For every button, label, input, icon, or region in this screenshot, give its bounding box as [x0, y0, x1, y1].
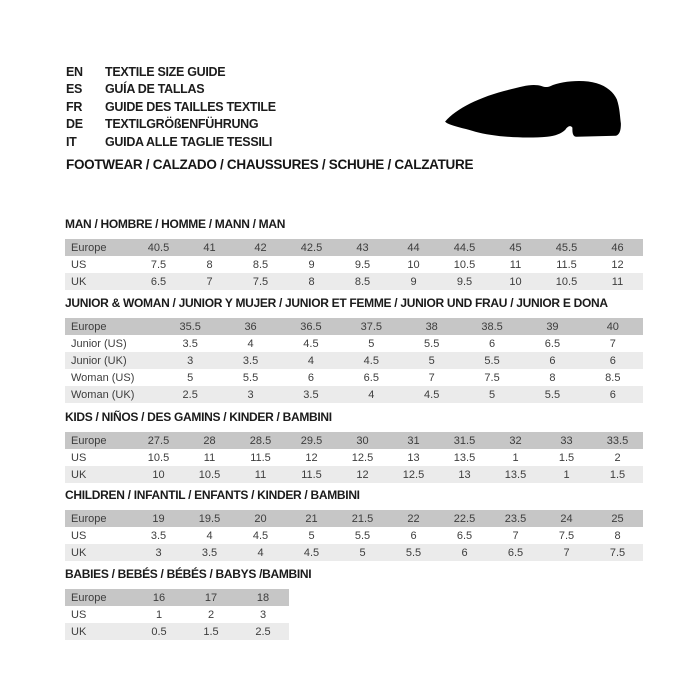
size-row-europe	[65, 589, 289, 606]
size-cell: 1	[541, 466, 592, 483]
size-cell: 7	[184, 273, 235, 290]
size-cell: 10	[490, 273, 541, 290]
size-cell: 17	[185, 589, 237, 606]
language-code: IT	[66, 134, 77, 149]
size-cell: 41	[184, 239, 235, 256]
row-label: Europe	[65, 318, 160, 335]
size-cell: 25	[592, 510, 643, 527]
size-cell: 5	[187, 371, 194, 384]
size-cell: 13	[407, 451, 420, 464]
section-title: CHILDREN / INFANTIL / ENFANTS / KINDER / BAMBINI	[65, 488, 360, 502]
size-cell: 7	[512, 529, 519, 542]
language-code: FR	[66, 99, 83, 114]
size-cell: 6.5	[490, 544, 541, 561]
language-code: ES	[66, 82, 83, 97]
size-cell: 7	[541, 544, 592, 561]
size-row	[65, 623, 289, 640]
size-cell: 6	[583, 352, 643, 369]
size-row	[65, 386, 643, 403]
language-label: GUÍA DE TALLAS	[105, 82, 205, 97]
size-cell: 9	[308, 258, 315, 271]
section-title: MAN / HOMBRE / HOMME / MANN / MAN	[65, 217, 286, 231]
row-label: US	[71, 451, 87, 464]
size-cell: 42.5	[286, 239, 337, 256]
language-list	[66, 63, 276, 151]
row-label: US	[71, 258, 87, 271]
size-cell: 11.5	[556, 258, 577, 271]
size-cell: 31.5	[439, 432, 490, 449]
size-row	[65, 544, 643, 561]
size-cell: 45.5	[541, 239, 592, 256]
size-cell: 20	[235, 510, 286, 527]
size-cell: 21.5	[337, 510, 388, 527]
size-row	[65, 335, 643, 352]
size-section-children	[65, 488, 643, 561]
size-cell: 22	[388, 510, 439, 527]
size-table	[65, 510, 643, 561]
size-cell: 4.5	[286, 544, 337, 561]
size-cell: 12.5	[351, 451, 374, 464]
size-cell: 33.5	[592, 432, 643, 449]
row-label: Junior (US)	[71, 337, 127, 350]
language-code: DE	[66, 117, 83, 132]
row-label: Junior (UK)	[65, 352, 160, 369]
size-cell: 4	[247, 337, 254, 350]
size-cell: 40	[583, 318, 643, 335]
size-cell: 7.5	[558, 529, 575, 542]
size-cell: 3.5	[184, 544, 235, 561]
category-line: FOOTWEAR / CALZADO / CHAUSSURES / SCHUHE / CALZATURE	[66, 157, 474, 172]
size-cell: 1	[512, 451, 519, 464]
size-table	[65, 239, 643, 290]
language-row	[66, 98, 276, 116]
size-cell: 2	[614, 451, 621, 464]
size-cell: 44.5	[439, 239, 490, 256]
size-cell: 5.5	[424, 337, 440, 350]
size-cell: 6.5	[363, 371, 379, 384]
size-cell: 18	[237, 589, 289, 606]
size-cell: 4.5	[341, 352, 401, 369]
size-cell: 4.5	[303, 337, 319, 350]
size-cell: 40.5	[133, 239, 184, 256]
size-cell: 4	[206, 529, 213, 542]
size-cell: 1.5	[185, 623, 237, 640]
section-title: KIDS / NIÑOS / DES GAMINS / KINDER / BAMBINI	[65, 410, 332, 424]
size-cell: 39	[522, 318, 582, 335]
size-cell: 2	[207, 608, 215, 621]
size-cell: 30	[337, 432, 388, 449]
row-label: Woman (US)	[71, 371, 135, 384]
size-cell: 27.5	[133, 432, 184, 449]
size-cell: 33	[541, 432, 592, 449]
size-cell: 23.5	[490, 510, 541, 527]
size-cell: 5.5	[462, 352, 522, 369]
size-section-kids	[65, 410, 643, 483]
size-row-europe	[65, 318, 643, 335]
size-row	[65, 256, 643, 273]
size-table	[65, 318, 643, 403]
size-cell: 5.5	[388, 544, 439, 561]
size-cell: 11	[203, 451, 216, 464]
size-cell: 31	[388, 432, 439, 449]
size-row	[65, 527, 643, 544]
size-cell: 5	[368, 337, 375, 350]
size-cell: 36.5	[281, 318, 341, 335]
size-cell: 13.5	[490, 466, 541, 483]
size-cell: 7.5	[484, 371, 500, 384]
size-cell: 3	[259, 608, 267, 621]
size-row-europe	[65, 239, 643, 256]
size-cell: 42	[235, 239, 286, 256]
size-cell: 28	[184, 432, 235, 449]
size-cell: 44	[388, 239, 439, 256]
size-cell: 28.5	[235, 432, 286, 449]
size-cell: 6	[583, 386, 643, 403]
size-cell: 10.5	[147, 451, 170, 464]
size-cell: 6.5	[456, 529, 473, 542]
language-row	[66, 63, 276, 81]
size-cell: 13	[439, 466, 490, 483]
language-label: GUIDA ALLE TAGLIE TESSILI	[105, 134, 273, 149]
size-cell: 9	[388, 273, 439, 290]
size-cell: 4	[235, 544, 286, 561]
size-cell: 1.5	[592, 466, 643, 483]
size-cell: 1	[155, 608, 163, 621]
size-cell: 4	[341, 386, 401, 403]
language-label: TEXTILE SIZE GUIDE	[105, 64, 226, 79]
size-cell: 3.5	[220, 352, 280, 369]
size-cell: 3	[133, 544, 184, 561]
row-label: UK	[65, 466, 133, 483]
size-cell: 6.5	[133, 273, 184, 290]
row-label: UK	[65, 544, 133, 561]
size-cell: 5	[308, 529, 315, 542]
size-cell: 4.5	[402, 386, 462, 403]
size-cell: 12	[611, 258, 624, 271]
size-cell: 3.5	[150, 529, 167, 542]
size-cell: 1.5	[558, 451, 575, 464]
size-cell: 6	[307, 371, 314, 384]
size-cell: 5	[462, 386, 522, 403]
size-cell: 19	[133, 510, 184, 527]
size-cell: 5	[402, 352, 462, 369]
size-cell: 2.5	[237, 623, 289, 640]
size-cell: 12	[305, 451, 318, 464]
size-cell: 45	[490, 239, 541, 256]
size-cell: 12.5	[388, 466, 439, 483]
size-cell: 12	[337, 466, 388, 483]
size-cell: 6	[439, 544, 490, 561]
row-label: Europe	[65, 239, 133, 256]
size-cell: 4	[281, 352, 341, 369]
size-row	[65, 352, 643, 369]
size-cell: 6	[489, 337, 496, 350]
size-cell: 10.5	[184, 466, 235, 483]
size-cell: 38	[402, 318, 462, 335]
size-table	[65, 432, 643, 483]
size-cell: 46	[592, 239, 643, 256]
size-cell: 35.5	[160, 318, 220, 335]
size-cell: 11.5	[286, 466, 337, 483]
size-cell: 10	[133, 466, 184, 483]
size-cell: 6	[522, 352, 582, 369]
size-cell: 6	[410, 529, 417, 542]
size-cell: 9.5	[439, 273, 490, 290]
size-cell: 3	[220, 386, 280, 403]
size-cell: 7	[428, 371, 435, 384]
row-label: UK	[65, 273, 133, 290]
size-cell: 8	[206, 258, 213, 271]
size-cell: 5.5	[354, 529, 371, 542]
size-row	[65, 449, 643, 466]
row-label: Europe	[65, 589, 133, 606]
language-label: TEXTILGRÖßENFÜHRUNG	[105, 117, 259, 132]
row-label: US	[71, 608, 87, 621]
size-cell: 11	[592, 273, 643, 290]
size-cell: 24	[541, 510, 592, 527]
size-section-babies	[65, 567, 311, 640]
row-label: Woman (UK)	[65, 386, 160, 403]
size-section-man	[65, 217, 643, 290]
row-label: Europe	[65, 432, 133, 449]
size-cell: 7.5	[235, 273, 286, 290]
language-row	[66, 133, 276, 151]
language-row	[66, 116, 276, 134]
size-table	[65, 589, 289, 640]
size-cell: 21	[286, 510, 337, 527]
language-code: EN	[66, 64, 83, 79]
size-cell: 2.5	[160, 386, 220, 403]
dress-shoe-icon	[438, 78, 630, 144]
size-cell: 37.5	[341, 318, 401, 335]
size-section-junior-woman	[65, 296, 643, 403]
size-cell: 8	[549, 371, 556, 384]
size-cell: 11.5	[250, 451, 271, 464]
size-row	[65, 466, 643, 483]
size-cell: 10	[407, 258, 420, 271]
size-cell: 5.5	[522, 386, 582, 403]
language-label: GUIDE DES TAILLES TEXTILE	[105, 99, 276, 114]
size-cell: 13.5	[453, 451, 476, 464]
size-cell: 11	[509, 258, 522, 271]
size-cell: 6.5	[544, 337, 561, 350]
size-cell: 22.5	[439, 510, 490, 527]
size-cell: 16	[133, 589, 185, 606]
row-label: Europe	[65, 510, 133, 527]
size-row	[65, 273, 643, 290]
size-cell: 7.5	[592, 544, 643, 561]
size-cell: 8.5	[337, 273, 388, 290]
size-row	[65, 369, 643, 386]
size-cell: 3	[160, 352, 220, 369]
size-cell: 8.5	[252, 258, 269, 271]
size-cell: 8	[286, 273, 337, 290]
size-cell: 38.5	[462, 318, 522, 335]
size-row-europe	[65, 432, 643, 449]
size-cell: 19.5	[184, 510, 235, 527]
language-row	[66, 81, 276, 99]
row-label: UK	[65, 623, 133, 640]
size-cell: 29.5	[286, 432, 337, 449]
size-cell: 3.5	[281, 386, 341, 403]
size-cell: 36	[220, 318, 280, 335]
size-cell: 3.5	[182, 337, 198, 350]
size-cell: 4.5	[252, 529, 269, 542]
size-cell: 7	[609, 337, 616, 350]
size-row-europe	[65, 510, 643, 527]
size-cell: 8	[614, 529, 621, 542]
section-title: JUNIOR & WOMAN / JUNIOR Y MUJER / JUNIOR ET FEMME / JUNIOR UND FRAU / JUNIOR E DONA	[65, 296, 608, 310]
size-cell: 5	[337, 544, 388, 561]
size-cell: 5.5	[242, 371, 259, 384]
size-cell: 10.5	[453, 258, 476, 271]
size-cell: 0.5	[133, 623, 185, 640]
size-cell: 10.5	[541, 273, 592, 290]
row-label: US	[71, 529, 87, 542]
section-title: BABIES / BEBÉS / BÉBÉS / BABYS /BAMBINI	[65, 567, 312, 581]
size-cell: 43	[337, 239, 388, 256]
size-cell: 8.5	[605, 371, 621, 384]
size-row	[65, 606, 289, 623]
size-cell: 9.5	[354, 258, 371, 271]
size-cell: 32	[490, 432, 541, 449]
size-cell: 11	[235, 466, 286, 483]
size-cell: 7.5	[150, 258, 167, 271]
